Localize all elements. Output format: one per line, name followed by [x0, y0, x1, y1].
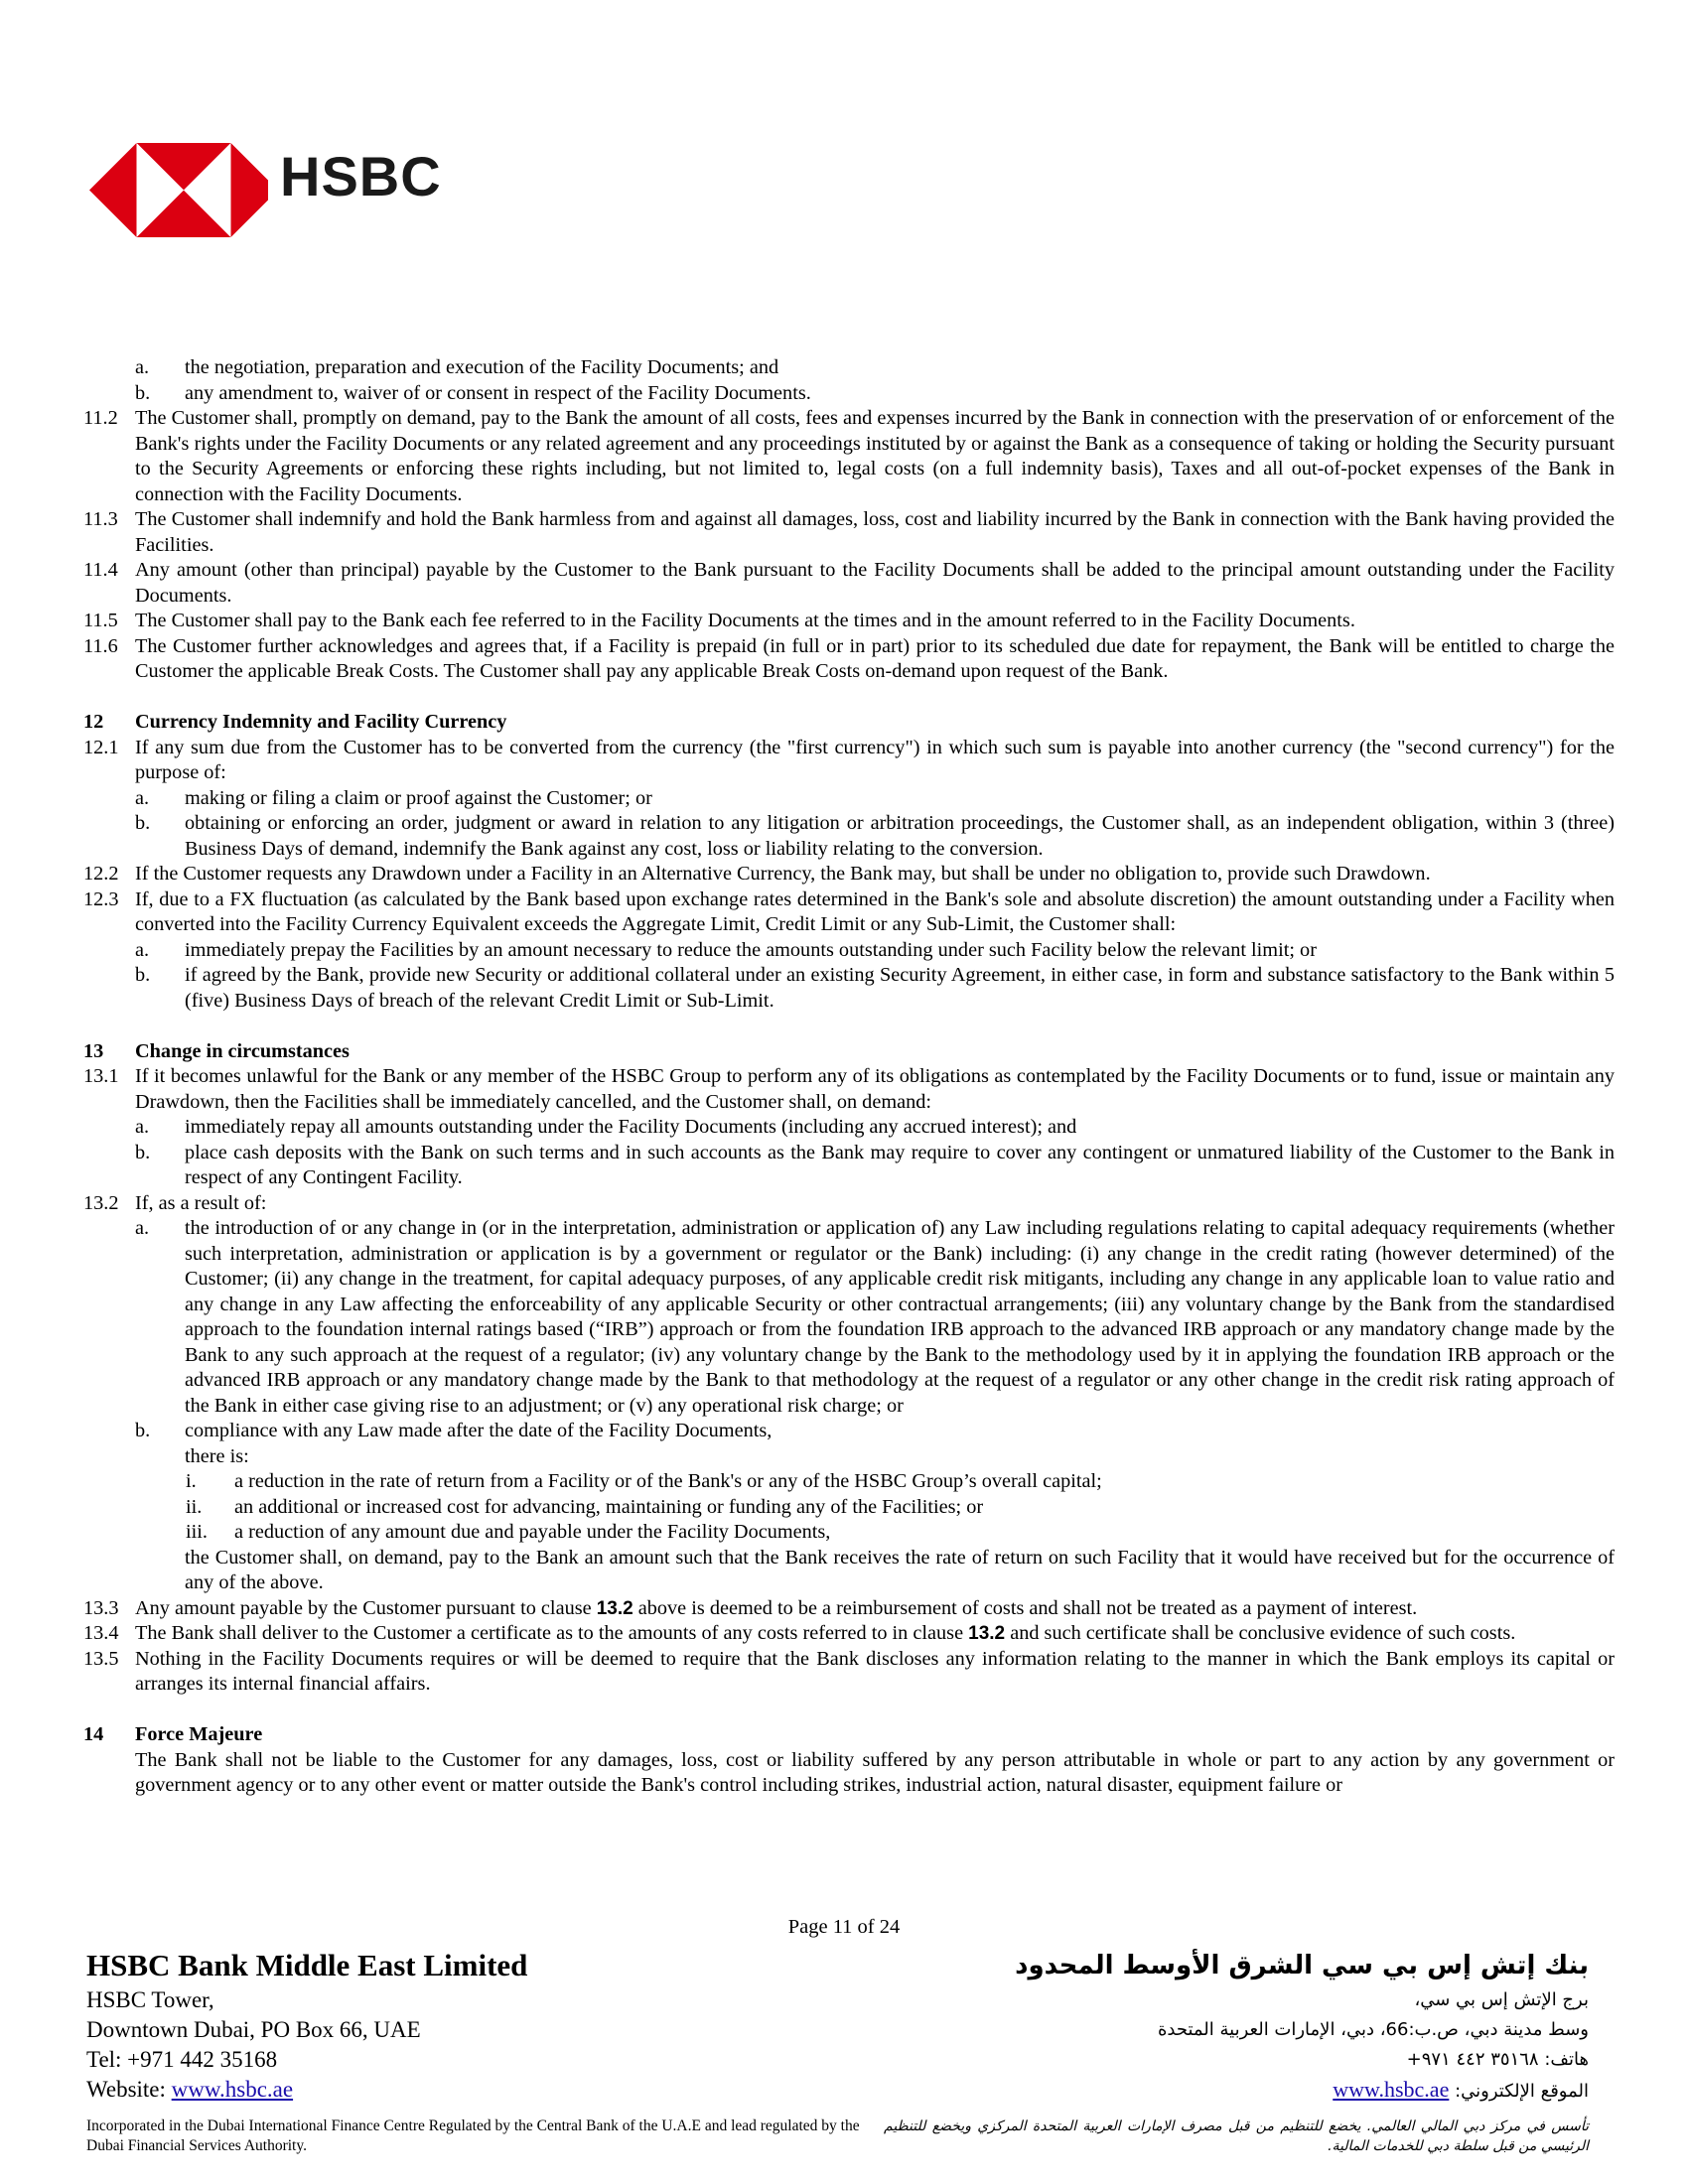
list-item: iii. a reduction of any amount due and payable under the Facility Documents, — [186, 1521, 831, 1543]
list-item: i. a reduction in the rate of return from a Facility or of the Bank's or any of the HSBC Group’s overall capital; — [186, 1470, 1102, 1492]
section-heading-13: 13 Change in circumstances — [83, 1039, 350, 1062]
clause-12-2: 12.2 If the Customer requests any Drawdown under a Facility in an Alternative Currency, the Bank may, but shall be under no obligation to, provide such Drawdown. — [83, 863, 1431, 885]
list-item: a. making or filing a claim or proof against the Customer; or — [135, 786, 652, 809]
website-line: Website: www.hsbc.ae — [86, 2077, 294, 2102]
list-item: b. place cash deposits with the Bank on such terms and in such accounts as the Bank may require to cover any contingent or unmatured liability of the Customer to the Bank in respect of any Contingent Facility. — [135, 1141, 1615, 1188]
paragraph: the Customer shall, on demand, pay to the Bank an amount such that the Bank receives the rate of return on such Facility that it would have received but for the occurrence of any of the above. — [185, 1546, 1615, 1593]
list-item: b. if agreed by the Bank, provide new Security or additional collateral under an existing Security Agreement, in either case, in form and substance satisfactory to the Bank within 5 (five) Business Days of breach of the relevant Credit Limit or Sub-Limit. — [135, 964, 1615, 1012]
list-item: a. the negotiation, preparation and execution of the Facility Documents; and — [135, 356, 779, 378]
section-heading-12: 12 Currency Indemnity and Facility Currency — [83, 711, 507, 733]
paragraph: The Bank shall not be liable to the Customer for any damages, loss, cost or liability suffered by any person attributable in whole or part to any action by any government or government agency or to any other event or matter outside the Bank's control including strikes, industrial action, natural disaster, equipment failure or — [135, 1748, 1615, 1796]
section-heading-14: 14 Force Majeure — [83, 1723, 263, 1745]
paragraph: there is: — [185, 1444, 249, 1467]
clause-11-3: 11.3 The Customer shall indemnify and hold the Bank harmless from and against all damages, loss, cost and liability incurred by the Bank in connection with the Bank having provided the Facilities. — [83, 508, 1615, 556]
clause-11-4: 11.4 Any amount (other than principal) payable by the Customer to the Bank pursuant to the Facility Documents shall be added to the principal amount outstanding under the Facility Documents. — [83, 559, 1615, 607]
address-line: HSBC Tower, — [86, 1987, 214, 2012]
clause-13-2: 13.2 If, as a result of: — [83, 1191, 267, 1214]
document-body — [83, 355, 1615, 1799]
address-line-ar: برج الإتش إس بي سي، — [1414, 1989, 1589, 2010]
clause-12-1: 12.1 If any sum due from the Customer has to be converted from the currency (the "first currency") in which such sum is payable into another currency (the "second currency") for the purpose of: — [83, 736, 1615, 783]
clause-13-5: 13.5 Nothing in the Facility Documents requires or will be deemed to require that the Bank discloses any information relating to the manner in which the Bank employs its capital or arranges its internal financial affairs. — [83, 1647, 1615, 1695]
clause-11-2: 11.2 The Customer shall, promptly on demand, pay to the Bank the amount of all costs, fees and expenses incurred by the Bank in connection with the preservation of or enforcement of the Bank's rights under the Facility Documents or any related agreement and any proceedings instituted by or against the Bank as a consequence of taking or holding the Security pursuant to the Security Agreements or enforcing these rights including, but not limited to, legal costs (on a full indemnity basis), Taxes and all out-of-pocket expenses of the Bank in connection with the Facility Documents. — [83, 407, 1615, 505]
list-item: a. immediately prepay the Facilities by an amount necessary to reduce the amounts outstanding under such Facility below the relevant limit; or — [135, 938, 1317, 961]
list-item: b. obtaining or enforcing an order, judgment or award in relation to any litigation or arbitration proceedings, the Customer shall, as an independent obligation, within 3 (three) Business Days of demand, indemnify the Bank against any cost, loss or liability relating to the conversion. — [135, 812, 1615, 860]
footer-address-en — [86, 1946, 527, 2105]
website-link[interactable]: www.hsbc.ae — [171, 2077, 294, 2102]
legal-notice-en: Incorporated in the Dubai International Finance Centre Regulated by the Central Bank of the U.A.E and lead regulated by the Dubai Financial Services Authority. — [86, 2117, 860, 2154]
logo-wordmark: HSBC — [280, 145, 442, 207]
clause-13-1: 13.1 If it becomes unlawful for the Bank or any member of the HSBC Group to perform any of its obligations as contemplated by the Facility Documents or to fund, issue or maintain any Drawdown, then the Facilities shall be immediately cancelled, and the Customer shall, on demand: — [83, 1065, 1615, 1113]
company-name-ar: بنك إتش إس بي سي الشرق الأوسط المحدود — [1015, 1951, 1589, 1980]
clause-reference: 13.2 — [968, 1623, 1006, 1644]
clause-13-3: 13.3 Any amount payable by the Customer pursuant to clause 13.2 above is deemed to be a reimbursement of costs and shall not be treated as a payment of interest. — [83, 1596, 1418, 1619]
address-line: Downtown Dubai, PO Box 66, UAE — [86, 2017, 421, 2042]
company-name: HSBC Bank Middle East Limited — [86, 1948, 528, 1982]
clause-11-6: 11.6 The Customer further acknowledges and agrees that, if a Facility is prepaid (in full or in part) prior to its scheduled due date for repayment, the Bank will be entitled to charge the Customer the applicable Break Costs. The Customer shall pay any applicable Break Costs on-demand upon request of the Bank. — [83, 634, 1615, 682]
website-link-ar[interactable]: www.hsbc.ae — [1333, 2077, 1450, 2102]
list-item: a. the introduction of or any change in (or in the interpretation, administration or application of) any Law including regulations relating to capital adequacy requirements (whether such interpretation, administration or application is by a government or regulator or the Bank) including: (i) any change in the credit rating (however determined) of the Customer; (ii) any change in the treatment, for capital adequacy purposes, of any applicable credit risk mitigants, including any change in any applicable loan to value ratio and any change in any Law affecting the enforceability of any applicable Security or other contractual arrangements; (iii) any voluntary change by the Bank from the standardised approach to the foundation internal ratings based (“IRB”) approach or from the foundation IRB approach to the advanced IRB approach or any mandatory change made by the Bank to any such approach at the request of a regulator; (iv) any voluntary change by the Bank to the methodology used by it in applying the foundation IRB approach or the advanced IRB approach or any mandatory change made by the Bank to that methodology at the request of a regulator or any other change in the credit risk rating approach of the Bank in either case giving rise to an adjustment; or (v) any operational risk charge; or — [135, 1217, 1615, 1417]
clause-11-5: 11.5 The Customer shall pay to the Bank each fee referred to in the Facility Documents at the times and in the amount referred to in the Facility Documents. — [83, 610, 1355, 631]
list-item: b. compliance with any Law made after the date of the Facility Documents, — [135, 1420, 773, 1441]
list-item: b. any amendment to, waiver of or consent in respect of the Facility Documents. — [135, 381, 811, 404]
clause-12-3: 12.3 If, due to a FX fluctuation (as calculated by the Bank based upon exchange rates determined in the Bank's sole and absolute discretion) the amount outstanding under a Facility when converted into the Facility Currency Equivalent exceeds the Aggregate Limit, Credit Limit or any Sub-Limit, the Customer shall: — [83, 887, 1615, 935]
clause-reference: 13.2 — [596, 1597, 633, 1619]
website-line-ar: الموقع الإلكتروني: www.hsbc.ae — [1333, 2077, 1589, 2102]
legal-notice-ar: تأسس في مركز دبي المالي العالمي. يخضع للتنظيم من قبل مصرف الإمارات العربية المتحدة المركزي ويخضع للتنظيم الرئيسي من قبل سلطة دبي للخدمات المالية. — [884, 2118, 1589, 2154]
telephone: Tel: +971 442 35168 — [86, 2047, 278, 2072]
hsbc-hexagon-icon — [89, 143, 268, 237]
list-item: a. immediately repay all amounts outstanding under the Facility Documents (including any accrued interest); and — [135, 1116, 1077, 1138]
telephone-ar: هاتف: ٣٥١٦٨ ٤٤٢ ٩٧١+ — [1406, 2049, 1589, 2070]
clause-13-4: 13.4 The Bank shall deliver to the Customer a certificate as to the amounts of any costs referred to in clause 13.2 and such certificate shall be conclusive evidence of such costs. — [83, 1622, 1516, 1644]
list-item: ii. an additional or increased cost for advancing, maintaining or funding any of the Facilities; or — [186, 1495, 984, 1518]
page-number: Page 11 of 24 — [787, 1916, 901, 1938]
address-line-ar: وسط مدينة دبي، ص.ب:66، دبي، الإمارات العربية المتحدة — [1157, 2019, 1589, 2040]
footer-address-ar — [1015, 1946, 1589, 2107]
